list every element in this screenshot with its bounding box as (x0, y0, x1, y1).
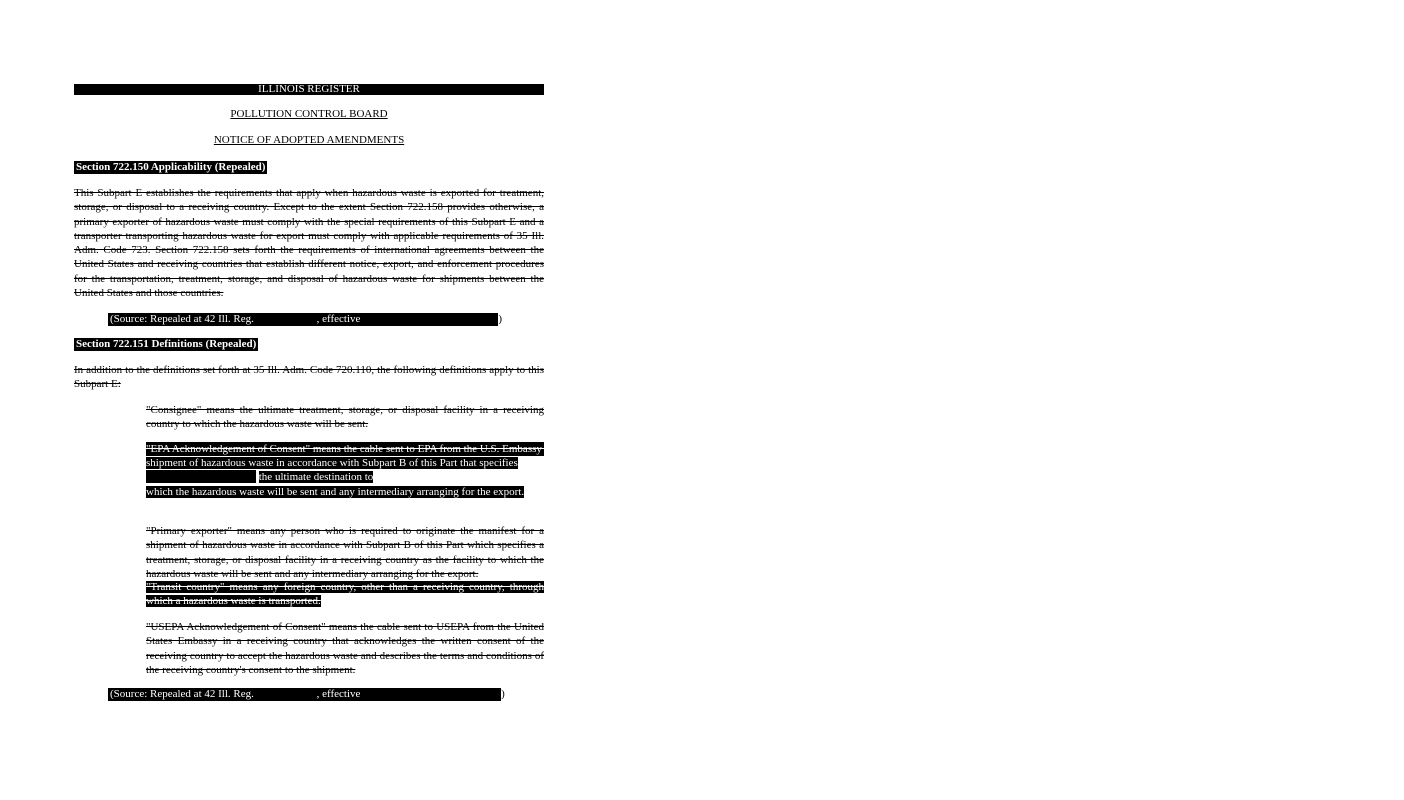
section-151-heading: Section 722.151 Definitions (Repealed) (76, 338, 257, 350)
register-title: ILLINOIS REGISTER (258, 83, 360, 95)
definition-epa-ack-line2: shipment of hazardous waste in accordance with Subpart B of this Part that specifies (146, 457, 518, 469)
definition-primary-exporter: "Primary exporter" means any person who is required to originate the manifest for a shipment of hazardous waste in accordance with Subpart B of this Part which specifies a treatment, storage, or disposal facility in a receiving country as the facility to which the hazardous waste will be sent and any intermediary arranging for the export. (146, 525, 544, 580)
board-name: POLLUTION CONTROL BOARD (230, 108, 388, 120)
section-151-source-note: (Source: Repealed at 42 Ill. Reg. , effective (108, 688, 501, 701)
definition-transit-country: "Transit country" means any foreign country, other than a receiving country, through which a hazardous waste is transported. (146, 581, 544, 608)
section-151-source-line: (Source: Repealed at 42 Ill. Reg. , effective ) (110, 688, 505, 700)
definition-consignee: "Consignee" means the ultimate treatment, storage, or disposal facility in a receiving country to which the hazardous waste will be sent. (146, 404, 544, 431)
definition-epa-acknowledgement (146, 442, 1404, 499)
definition-epa-ack-line3: the ultimate destination to (146, 470, 544, 484)
register-header-bar (74, 84, 544, 95)
section-150-source-line: (Source: Repealed at 42 Ill. Reg. , effective ) (110, 313, 503, 325)
definition-epa-ack-line1: "EPA Acknowledgement of Consent" means the cable sent to EPA from the U.S. Embassy in a receiving country that acknowledges the written consent of the receiving country to accept the hazardous waste and describes the terms and conditions of the receiving country's consent to the (146, 443, 1404, 455)
definition-usepa-acknowledgement: "USEPA Acknowledgement of Consent" means the cable sent to USEPA from the United States Embassy in a receiving country that acknowledges the written consent of the receiving country to accept the hazardous waste and describes the terms and conditions of the receiving country's consent to the shipment. (146, 621, 544, 676)
definition-epa-ack-line4: which the hazardous waste will be sent and any intermediary arranging for the export. (146, 485, 525, 498)
section-150-effective-date-bar (362, 313, 498, 326)
section-150-source-note: (Source: Repealed at 42 Ill. Reg. , effective (110, 313, 361, 325)
section-150-heading: Section 722.150 Applicability (Repealed) (76, 161, 266, 173)
notice-title: NOTICE OF ADOPTED AMENDMENTS (213, 134, 405, 146)
section-150-body: This Subpart E establishes the requirements that apply when hazardous waste is exported for treatment, storage, or disposal to a receiving country. Except to the extent Section 722.158 provides otherwise, a primary exporter of hazardous waste must comply with the special requirements of this Subpart E and a transporter transporting hazardous waste for export must comply with applicable requirements of 35 Ill. Adm. Code 723. Section 722.158 sets forth the requirements of international agreements between the United States and receiving countries that establish different notice, export, and enforcement procedures for the transportation, treatment, storage, and disposal of hazardous waste for shipments between the United States and those countries. (74, 187, 544, 300)
section-151-intro: In addition to the definitions set forth at 35 Ill. Adm. Code 720.110, the following definitions apply to this Subpart E: (74, 364, 544, 391)
